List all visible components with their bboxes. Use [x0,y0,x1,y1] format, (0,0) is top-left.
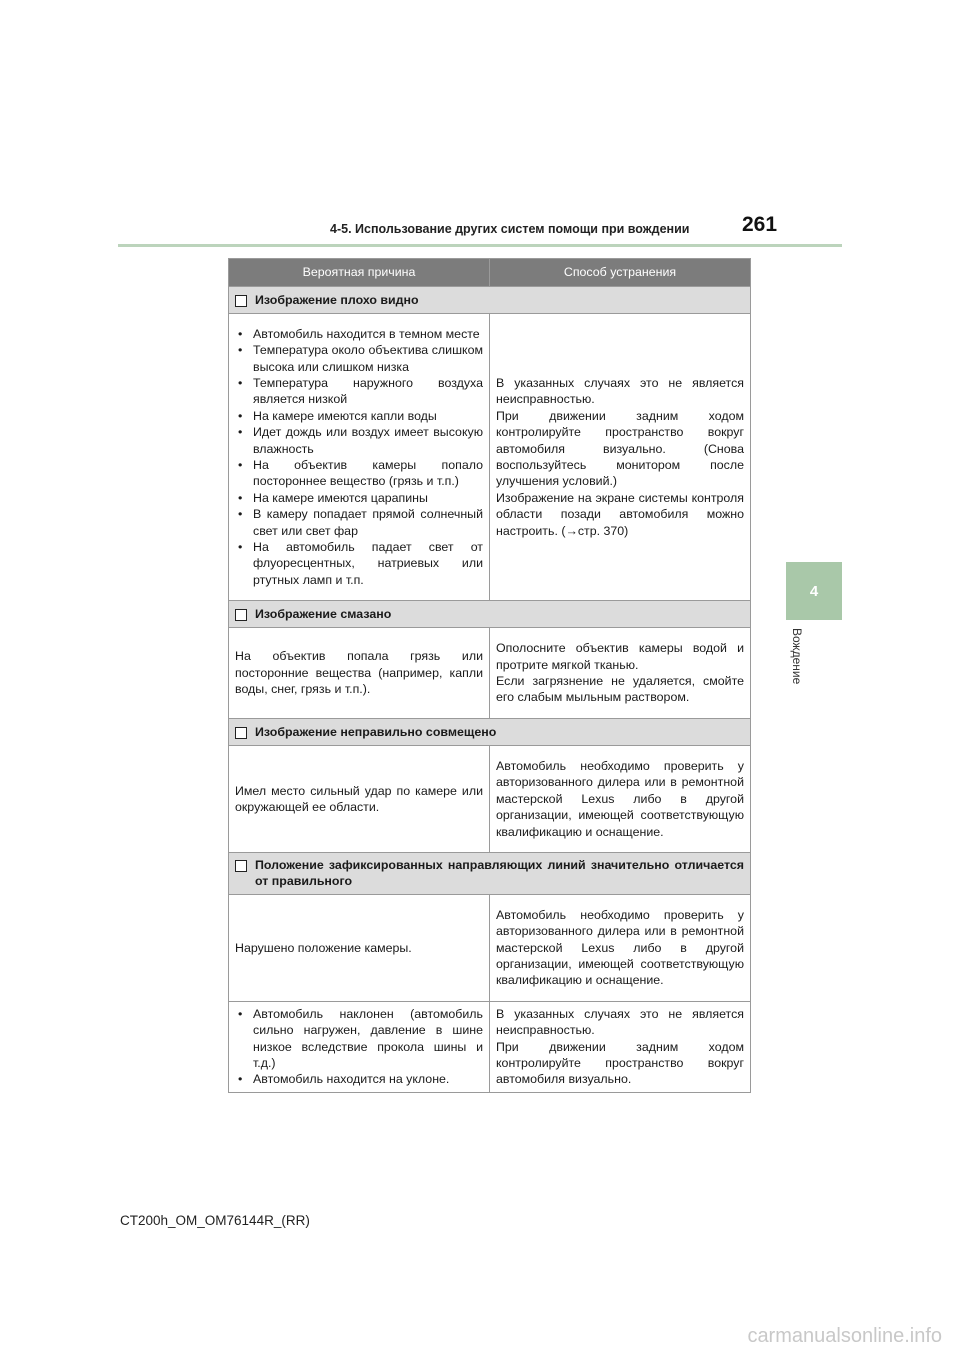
header-title: 4-5. Использование других систем помощи при вождении [330,222,690,236]
table-row [229,628,751,719]
cause-cell: Нарушено положение камеры. [229,894,490,1001]
section-row [229,719,751,746]
header-rule [118,244,842,247]
remedy-cell [490,894,751,1001]
list-item: • Автомобиль наклонен (автомобиль сильно нагружен, давление в шине низкое вследствие прокола шины и т.д.) [235,1006,483,1072]
table-row [229,746,751,853]
remedy-cell [490,628,751,719]
column-header-cause: Вероятная причина [229,259,490,287]
watermark: carmanualsonline.info [747,1325,942,1347]
remedy-text: При движении задним ходом контролируйте пространство вокруг автомобиля визуально. (Снова воспользуйтесь монитором после улучшения условий.) [496,408,744,489]
list-item: • Температура наружного воздуха является низкой [235,375,483,408]
table-row [229,314,751,601]
section-row [229,853,751,895]
chapter-label: Вождение [790,628,804,685]
checkbox-icon [235,727,247,739]
remedy-text: Изображение на экране системы контроля области позади автомобиля можно настроить. (→стр. 370) [496,490,744,538]
table-row [229,894,751,1001]
page-number: 261 [742,213,778,236]
section-title: Положение зафиксированных направляющих линий значительно отличается от правильного [255,858,744,889]
section-heading [229,287,751,314]
cause-cell: Имел место сильный удар по камере или окружающей ее области. [229,746,490,853]
cause-cell [229,314,490,601]
remedy-text: Автомобиль необходимо проверить у авторизованного дилера или в ремонтной мастерской Lexus либо в другой организации, имеющей соответствующую квалификацию и оснащение. [496,758,744,839]
column-header-remedy: Способ устранения [490,259,751,287]
section-title: Изображение смазано [255,606,392,621]
cause-cell: На объектив попала грязь или посторонние вещества (например, капли воды, снег, грязь и т.п.). [229,628,490,719]
list-item: • Температура около объектива слишком высока или слишком низка [235,342,483,375]
chapter-tab[interactable] [786,562,842,620]
checkbox-icon [235,860,247,872]
remedy-text: Если загрязнение не удаляется, смойте его слабым мыльным раствором. [496,674,744,705]
list-item: • На камере имеются капли воды [235,408,483,424]
remedy-text: Ополосните объектив камеры водой и протрите мягкой тканью. [496,641,744,672]
remedy-cell [490,314,751,601]
list-item: • Идет дождь или воздух имеет высокую влажность [235,424,483,457]
remedy-text: В указанных случаях это не является неисправностью. [496,375,744,407]
list-item: • Автомобиль находится на уклоне. [235,1071,483,1087]
cause-list [235,1006,483,1088]
table-header-row [229,259,751,287]
remedy-cell [490,1001,751,1092]
section-heading [229,719,751,746]
remedy-text: В указанных случаях это не является неисправностью. [496,1006,744,1038]
remedy-text: При движении задним ходом контролируйте пространство вокруг автомобиля визуально. [496,1039,744,1087]
section-heading [229,601,751,628]
checkbox-icon [235,609,247,621]
section-title: Изображение неправильно совмещено [255,724,497,739]
document-code: CT200h_OM_OM76144R_(RR) [120,1213,310,1228]
list-item: • В камеру попадает прямой солнечный свет или свет фар [235,506,483,539]
remedy-cell [490,746,751,853]
table-row [229,1001,751,1092]
list-item: • На камере имеются царапины [235,490,483,506]
list-item: • Автомобиль находится в темном месте [235,326,483,342]
section-title: Изображение плохо видно [255,292,419,307]
list-item: • На объектив камеры попало постороннее вещество (грязь и т.п.) [235,457,483,490]
section-row [229,287,751,314]
troubleshooting-table [228,258,751,1093]
list-item: • На автомобиль падает свет от флуоресцентных, натриевых или ртутных ламп и т.п. [235,539,483,588]
checkbox-icon [235,295,247,307]
chapter-tab-number: 4 [809,582,819,600]
cause-list [235,326,483,589]
cause-cell [229,1001,490,1092]
section-heading [229,853,751,895]
remedy-text: Автомобиль необходимо проверить у авторизованного дилера или в ремонтной мастерской Lexus либо в другой организации, имеющей соответствующую квалификацию и оснащение. [496,907,744,988]
section-row [229,601,751,628]
